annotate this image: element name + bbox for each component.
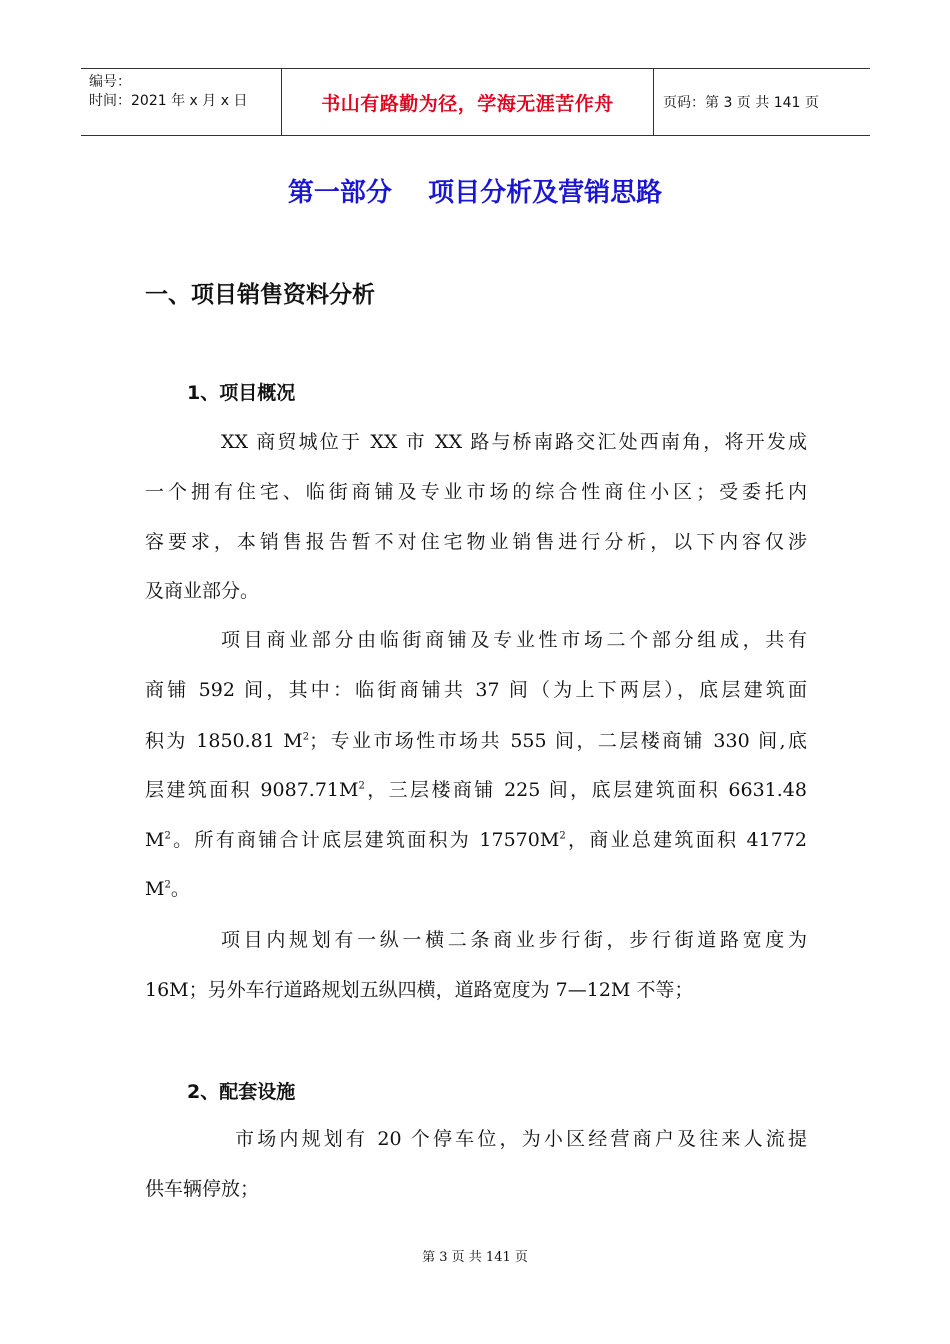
- header-table: [81, 68, 870, 136]
- section-title: 一、项目销售资料分析: [145, 282, 375, 308]
- paragraph-line: 项目内规划有一纵一横二条商业步行街，步行街道路宽度为: [221, 929, 807, 951]
- paragraph-line: 积为 1850.81 $M^2$；专业市场性市场共 555 间，二层楼商铺 330 间,底: [145, 730, 807, 752]
- time-label: 时间：2021 年 x 月 x 日: [89, 93, 248, 109]
- paragraph-line: XX 商贸城位于 XX 市 XX 路与桥南路交汇处西南角，将开发成: [221, 431, 807, 453]
- paragraph-line: 供车辆停放；: [145, 1178, 260, 1200]
- paragraph-line: $M^2$。所有商铺合计底层建筑面积为 $17570M^2$，商业总建筑面积 41772: [145, 829, 807, 851]
- paragraph-line: 项目商业部分由临街商铺及专业性市场二个部分组成，共有: [221, 629, 807, 651]
- paragraph-line: 一个拥有住宅、临街商铺及专业市场的综合性商住小区；受委托内: [145, 481, 807, 503]
- header-left-cell: [81, 69, 282, 135]
- paragraph-line: 容要求，本销售报告暂不对住宅物业销售进行分析，以下内容仅涉: [145, 531, 807, 553]
- subsection-title-facilities: 2、配套设施: [187, 1081, 296, 1103]
- paragraph-line: 及商业部分。: [145, 580, 260, 602]
- paragraph-line: 商铺 592 间，其中：临街商铺共 37 间（为上下两层），底层建筑面: [145, 679, 807, 701]
- page-info: 页码：第 3 页 共 141 页: [663, 95, 819, 111]
- paragraph-line: $M^2$。: [145, 878, 190, 900]
- paragraph-line: 市场内规划有 20 个停车位，为小区经营商户及往来人流提: [235, 1128, 807, 1150]
- part-title: 第一部分 项目分析及营销思路: [287, 178, 663, 208]
- subsection-title-overview: 1、项目概况: [187, 382, 296, 404]
- code-label: 编号：: [89, 74, 131, 90]
- paragraph-line: 16M；另外车行道路规划五纵四横，道路宽度为 7—12M 不等；: [145, 979, 694, 1001]
- paragraph-line: 层建筑面积 $9087.71M^2$，三层楼商铺 225 间，底层建筑面积 6631.48: [145, 779, 807, 801]
- motto: 书山有路勤为径，学海无涯苦作舟: [282, 69, 654, 135]
- page-footer: 第 3 页 共 141 页: [422, 1250, 528, 1265]
